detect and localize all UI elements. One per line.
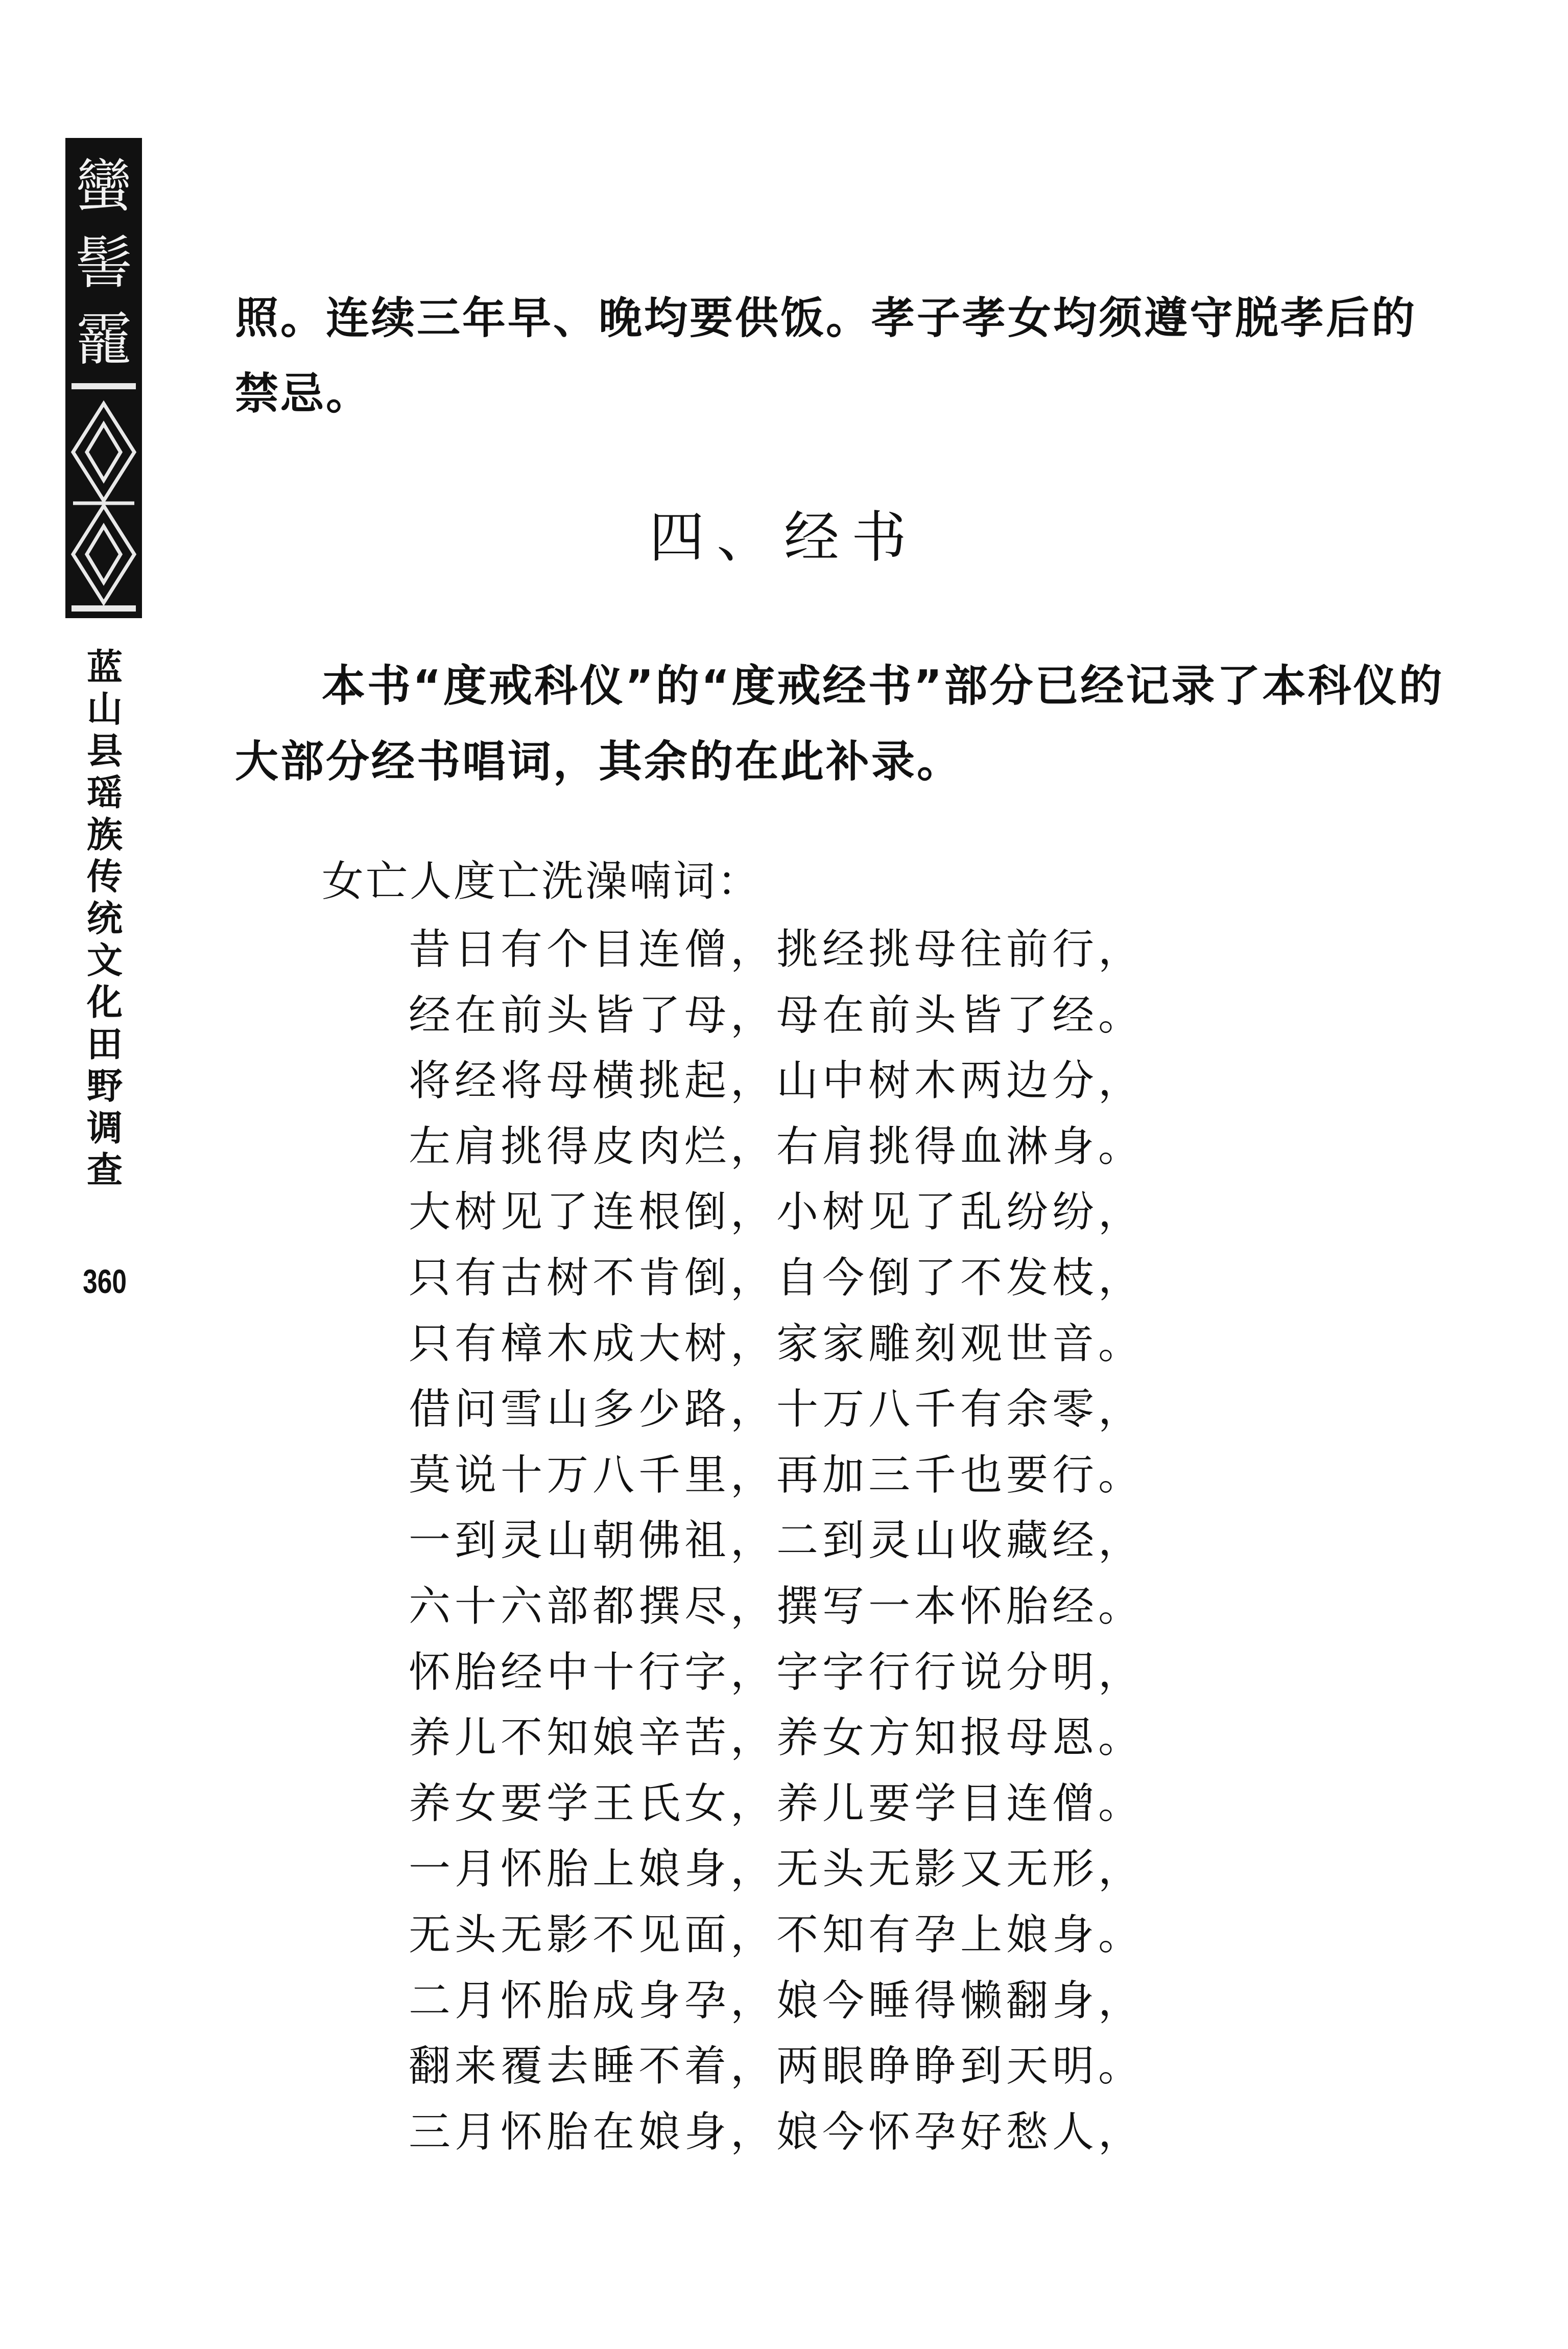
verse-line: 三月怀胎在娘身，娘今怀孕好愁人，: [409, 2107, 1145, 2156]
verse-line: 经在前头皆了母，母在前头皆了经。: [409, 991, 1145, 1040]
decorative-glyph: 靇: [75, 307, 132, 373]
verse-line: 二月怀胎成身孕，娘今睡得懒翻身，: [409, 1976, 1145, 2025]
decorative-band: [72, 605, 136, 612]
verse-line: 借问雪山多少路，十万八千有余零，: [409, 1385, 1145, 1434]
verse-line: 莫说十万八千里，再加三千也要行。: [409, 1450, 1145, 1499]
section-heading: 四、经书: [649, 506, 919, 570]
verse-line: 大树见了连根倒，小树见了乱纷纷，: [409, 1188, 1145, 1237]
page-number: 360: [83, 1262, 127, 1300]
verse-line: 养女要学王氏女，养儿要学目连僧。: [409, 1779, 1145, 1828]
decorative-glyph: 蠻: [75, 153, 132, 220]
decorative-glyph: 髻: [75, 230, 132, 296]
verse-line: 翻来覆去睡不着，两眼睁睁到天明。: [409, 2042, 1145, 2091]
verse-line: 怀胎经中十行字，字字行行说分明，: [409, 1648, 1145, 1697]
verse-line: 左肩挑得皮肉烂，右肩挑得血淋身。: [409, 1122, 1145, 1171]
verse-line: 养儿不知娘辛苦，养女方知报母恩。: [409, 1713, 1145, 1763]
verse-line: 一到灵山朝佛祖，二到灵山收藏经，: [409, 1516, 1145, 1565]
verse-list: [409, 917, 1481, 2165]
verse-line: 将经将母横挑起，山中树木两边分，: [409, 1056, 1145, 1106]
verse-line: 只有古树不肯倒，自今倒了不发枝，: [409, 1253, 1145, 1302]
verse-title: 女亡人度亡洗澡喃词：: [322, 857, 762, 906]
verse-line: 只有樟木成大树，家家雕刻观世音。: [409, 1319, 1145, 1368]
verse-line: 一月怀胎上娘身，无头无影又无形，: [409, 1845, 1145, 1894]
decorative-band: [72, 383, 136, 389]
verse-line: 六十六部都撰尽，撰写一本怀胎经。: [409, 1582, 1145, 1631]
paragraph: 本书“度戒科仪”的“度戒经书”部分已经记录了本科仪的大部分经书唱词，其余的在此补录。: [235, 661, 1444, 787]
verse-line: 昔日有个目连僧，挑经挑母往前行，: [409, 925, 1145, 974]
paragraph: 照。连续三年早、晚均要供饭。孝子孝女均须遵守脱孝后的禁忌。: [235, 293, 1417, 419]
series-title: 蓝山县瑶族传统文化田野调查: [87, 646, 123, 1191]
verse-line: 无头无影不见面，不知有孕上娘身。: [409, 1910, 1145, 1959]
